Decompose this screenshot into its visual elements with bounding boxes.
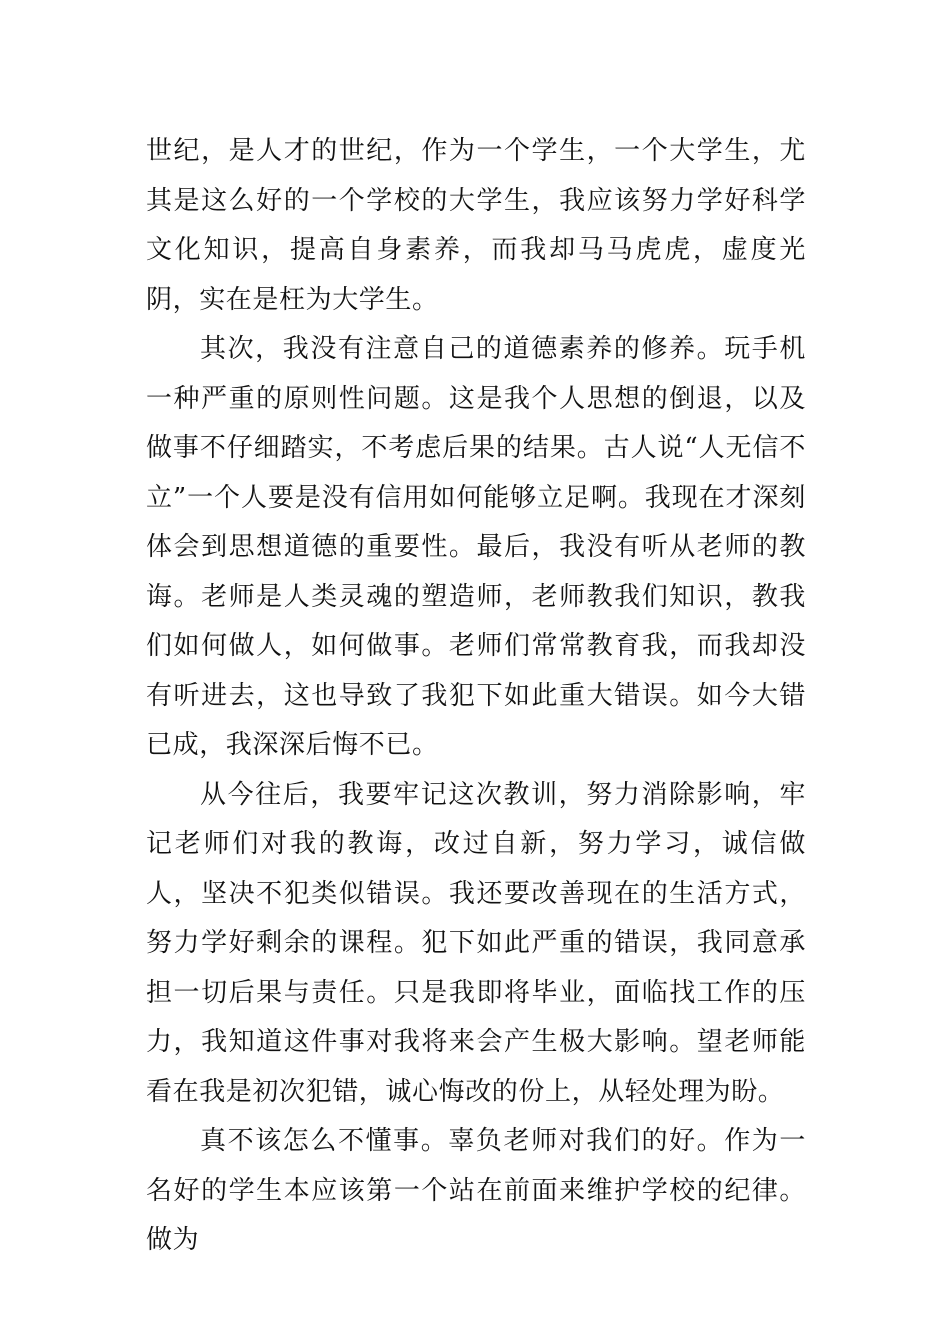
paragraph-2: 其次，我没有注意自己的道德素养的修养。玩手机一种严重的原则性问题。这是我个人思想的倒退，以及做事不仔细踏实，不考虑后果的结果。古人说“人无信不立”一个人要是没有信用如何能够立足啊。我现在才深刻体会到思想道德的重要性。最后，我没有听从老师的教诲。老师是人类灵魂的塑造师，老师教我们知识，教我们如何做人，如何做事。老师们常常教育我，而我却没有听进去，这也导致了我犯下如此重大错误。如今大错已成，我深深后悔不已。 [146,334,806,760]
document-body [146,127,806,1266]
paragraph-4: 真不该怎么不懂事。辜负老师对我们的好。作为一名好的学生本应该第一个站在前面来维护学校的纪律。做为 [146,1126,806,1255]
paragraph-1: 世纪，是人才的世纪，作为一个学生，一个大学生，尤其是这么好的一个学校的大学生，我应该努力学好科学文化知识，提高自身素养，而我却马马虎虎，虚度光阴，实在是枉为大学生。 [146,136,806,315]
paragraph-3: 从今往后，我要牢记这次教训，努力消除影响，牢记老师们对我的教诲，改过自新，努力学习，诚信做人，坚决不犯类似错误。我还要改善现在的生活方式，努力学好剩余的课程。犯下如此严重的错误，我同意承担一切后果与责任。只是我即将毕业，面临找工作的压力，我知道这件事对我将来会产生极大影响。望老师能看在我是初次犯错，诚心悔改的份上，从轻处理为盼。 [146,779,806,1107]
